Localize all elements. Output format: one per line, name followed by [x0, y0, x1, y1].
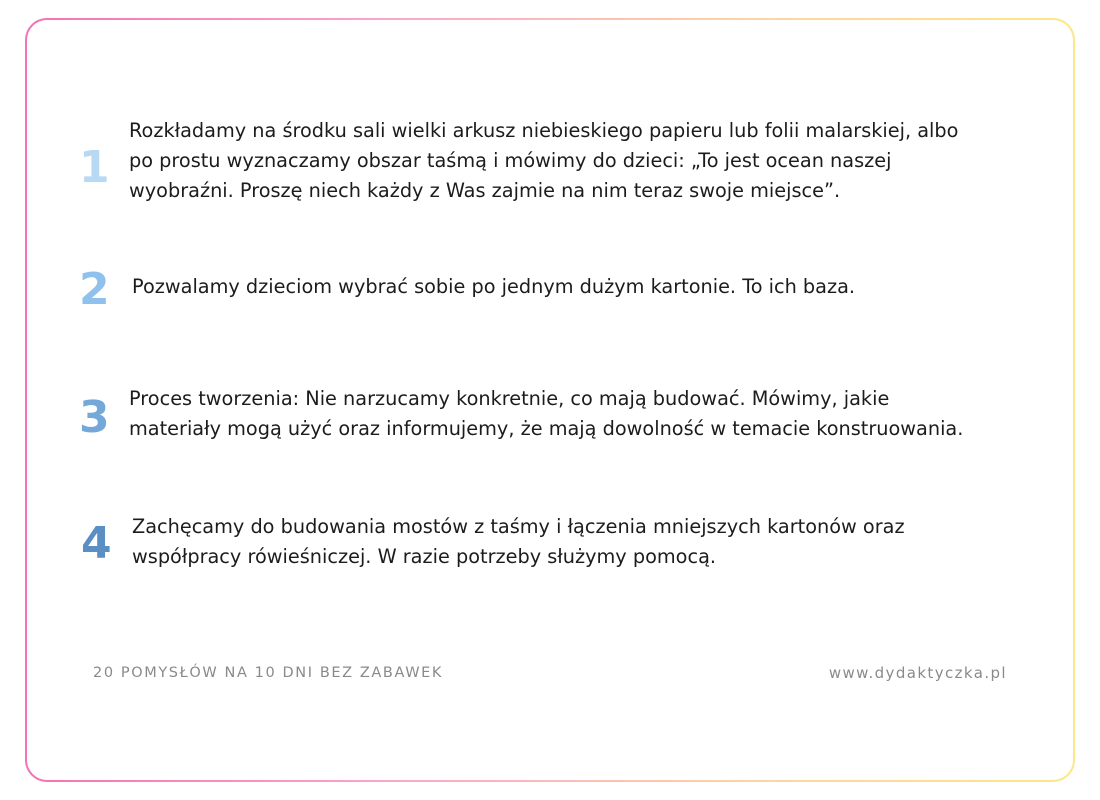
- page-content: [27, 20, 1073, 780]
- step-number-2: 2: [79, 264, 110, 315]
- step-text-3: Proces tworzenia: Nie narzucamy konkretnie, co mają budować. Mówimy, jakie materiały mogą użyć oraz informujemy, że mają dowolność w temacie konstruowania.: [129, 387, 964, 440]
- step-text-4: Zachęcamy do budowania mostów z taśmy i łączenia mniejszych kartonów oraz współpracy rówieśniczej. W razie potrzeby służymy pomocą.: [132, 515, 905, 568]
- footer-title: 20 POMYSŁÓW NA 10 DNI BEZ ZABAWEK: [93, 665, 444, 681]
- step-text-1: Rozkładamy na środku sali wielki arkusz niebieskiego papieru lub folii malarskiej, albo po prostu wyznaczamy obszar taśmą i mówimy do dzieci: „To jest ocean naszej wyobraźni. Proszę niech każdy z Was zajmie na nim teraz swoje miejsce”.: [129, 119, 959, 202]
- step-text-2: Pozwalamy dzieciom wybrać sobie po jednym dużym kartonie. To ich baza.: [132, 275, 856, 298]
- step-number-4: 4: [81, 518, 112, 569]
- step-number-1: 1: [79, 142, 110, 193]
- step-number-3: 3: [79, 392, 110, 443]
- footer-website: www.dydaktyczka.pl: [828, 664, 1007, 682]
- page-frame: [25, 18, 1075, 782]
